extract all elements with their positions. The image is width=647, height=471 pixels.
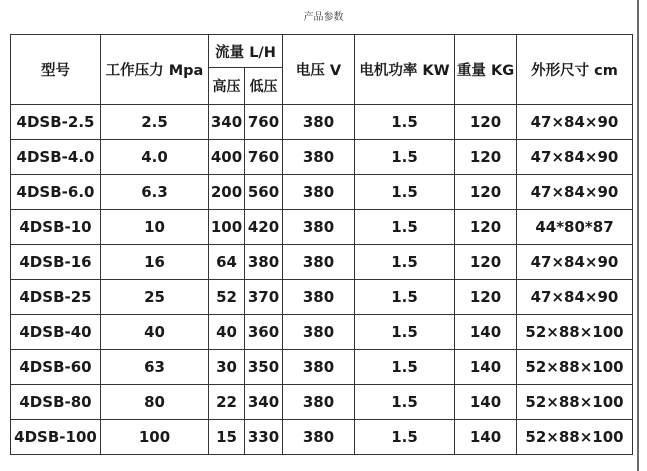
cell-weight: 140	[455, 385, 517, 420]
cell-voltage: 380	[283, 140, 355, 175]
cell-power: 1.5	[355, 420, 455, 455]
cell-flow-high: 200	[209, 175, 245, 210]
header-size: 外形尺寸 cm	[517, 35, 633, 105]
cell-size: 47×84×90	[517, 245, 633, 280]
cell-model: 4DSB-16	[11, 245, 101, 280]
cell-size: 47×84×90	[517, 105, 633, 140]
table-row	[11, 245, 633, 280]
cell-flow-high: 340	[209, 105, 245, 140]
cell-model: 4DSB-10	[11, 210, 101, 245]
table-row	[11, 315, 633, 350]
table-row	[11, 280, 633, 315]
cell-flow-low: 760	[245, 105, 283, 140]
cell-power: 1.5	[355, 315, 455, 350]
cell-model: 4DSB-2.5	[11, 105, 101, 140]
cell-flow-high: 400	[209, 140, 245, 175]
cell-pressure: 100	[101, 420, 209, 455]
cell-flow-low: 760	[245, 140, 283, 175]
cell-weight: 140	[455, 350, 517, 385]
cell-voltage: 380	[283, 315, 355, 350]
cell-size: 47×84×90	[517, 280, 633, 315]
cell-pressure: 40	[101, 315, 209, 350]
cell-size: 52×88×100	[517, 385, 633, 420]
cell-flow-low: 340	[245, 385, 283, 420]
header-power: 电机功率 KW	[355, 35, 455, 105]
cell-pressure: 2.5	[101, 105, 209, 140]
cell-voltage: 380	[283, 105, 355, 140]
cell-size: 47×84×90	[517, 175, 633, 210]
header-row	[11, 35, 633, 68]
cell-flow-high: 22	[209, 385, 245, 420]
table-row	[11, 385, 633, 420]
table-row	[11, 210, 633, 245]
cell-flow-high: 52	[209, 280, 245, 315]
cell-flow-low: 330	[245, 420, 283, 455]
header-flow-high: 高压	[209, 68, 245, 105]
cell-power: 1.5	[355, 280, 455, 315]
header-voltage: 电压 V	[283, 35, 355, 105]
cell-flow-low: 380	[245, 245, 283, 280]
cell-voltage: 380	[283, 420, 355, 455]
cell-flow-low: 370	[245, 280, 283, 315]
table-body	[11, 105, 633, 455]
header-flow-low: 低压	[245, 68, 283, 105]
page-title: 产品参数	[303, 12, 344, 23]
cell-flow-high: 30	[209, 350, 245, 385]
cell-pressure: 6.3	[101, 175, 209, 210]
cell-weight: 120	[455, 105, 517, 140]
cell-flow-high: 100	[209, 210, 245, 245]
cell-power: 1.5	[355, 210, 455, 245]
table-row	[11, 140, 633, 175]
page-edge-divider	[637, 0, 639, 471]
table-row	[11, 420, 633, 455]
cell-voltage: 380	[283, 210, 355, 245]
cell-pressure: 16	[101, 245, 209, 280]
cell-weight: 120	[455, 210, 517, 245]
cell-size: 47×84×90	[517, 140, 633, 175]
cell-flow-low: 350	[245, 350, 283, 385]
cell-power: 1.5	[355, 385, 455, 420]
table-row	[11, 105, 633, 140]
cell-voltage: 380	[283, 245, 355, 280]
cell-weight: 120	[455, 280, 517, 315]
cell-size: 52×88×100	[517, 350, 633, 385]
cell-power: 1.5	[355, 105, 455, 140]
cell-power: 1.5	[355, 350, 455, 385]
cell-pressure: 25	[101, 280, 209, 315]
cell-weight: 120	[455, 140, 517, 175]
cell-flow-low: 420	[245, 210, 283, 245]
header-pressure: 工作压力 Mpa	[101, 35, 209, 105]
cell-flow-high: 64	[209, 245, 245, 280]
cell-size: 44*80*87	[517, 210, 633, 245]
cell-model: 4DSB-4.0	[11, 140, 101, 175]
cell-flow-low: 360	[245, 315, 283, 350]
cell-pressure: 4.0	[101, 140, 209, 175]
cell-weight: 140	[455, 420, 517, 455]
cell-pressure: 63	[101, 350, 209, 385]
cell-model: 4DSB-40	[11, 315, 101, 350]
header-weight: 重量 KG	[455, 35, 517, 105]
cell-weight: 120	[455, 245, 517, 280]
product-spec-table	[10, 34, 633, 455]
cell-flow-low: 560	[245, 175, 283, 210]
cell-model: 4DSB-25	[11, 280, 101, 315]
header-model: 型号	[11, 35, 101, 105]
table-row	[11, 175, 633, 210]
cell-voltage: 380	[283, 280, 355, 315]
cell-voltage: 380	[283, 385, 355, 420]
cell-power: 1.5	[355, 140, 455, 175]
cell-flow-high: 15	[209, 420, 245, 455]
table-row	[11, 350, 633, 385]
cell-size: 52×88×100	[517, 420, 633, 455]
header-flow: 流量 L/H	[209, 35, 283, 68]
cell-power: 1.5	[355, 175, 455, 210]
cell-voltage: 380	[283, 175, 355, 210]
cell-weight: 120	[455, 175, 517, 210]
cell-pressure: 80	[101, 385, 209, 420]
cell-model: 4DSB-60	[11, 350, 101, 385]
cell-pressure: 10	[101, 210, 209, 245]
cell-model: 4DSB-80	[11, 385, 101, 420]
cell-power: 1.5	[355, 245, 455, 280]
cell-model: 4DSB-100	[11, 420, 101, 455]
cell-weight: 140	[455, 315, 517, 350]
cell-size: 52×88×100	[517, 315, 633, 350]
cell-flow-high: 40	[209, 315, 245, 350]
cell-voltage: 380	[283, 350, 355, 385]
cell-model: 4DSB-6.0	[11, 175, 101, 210]
